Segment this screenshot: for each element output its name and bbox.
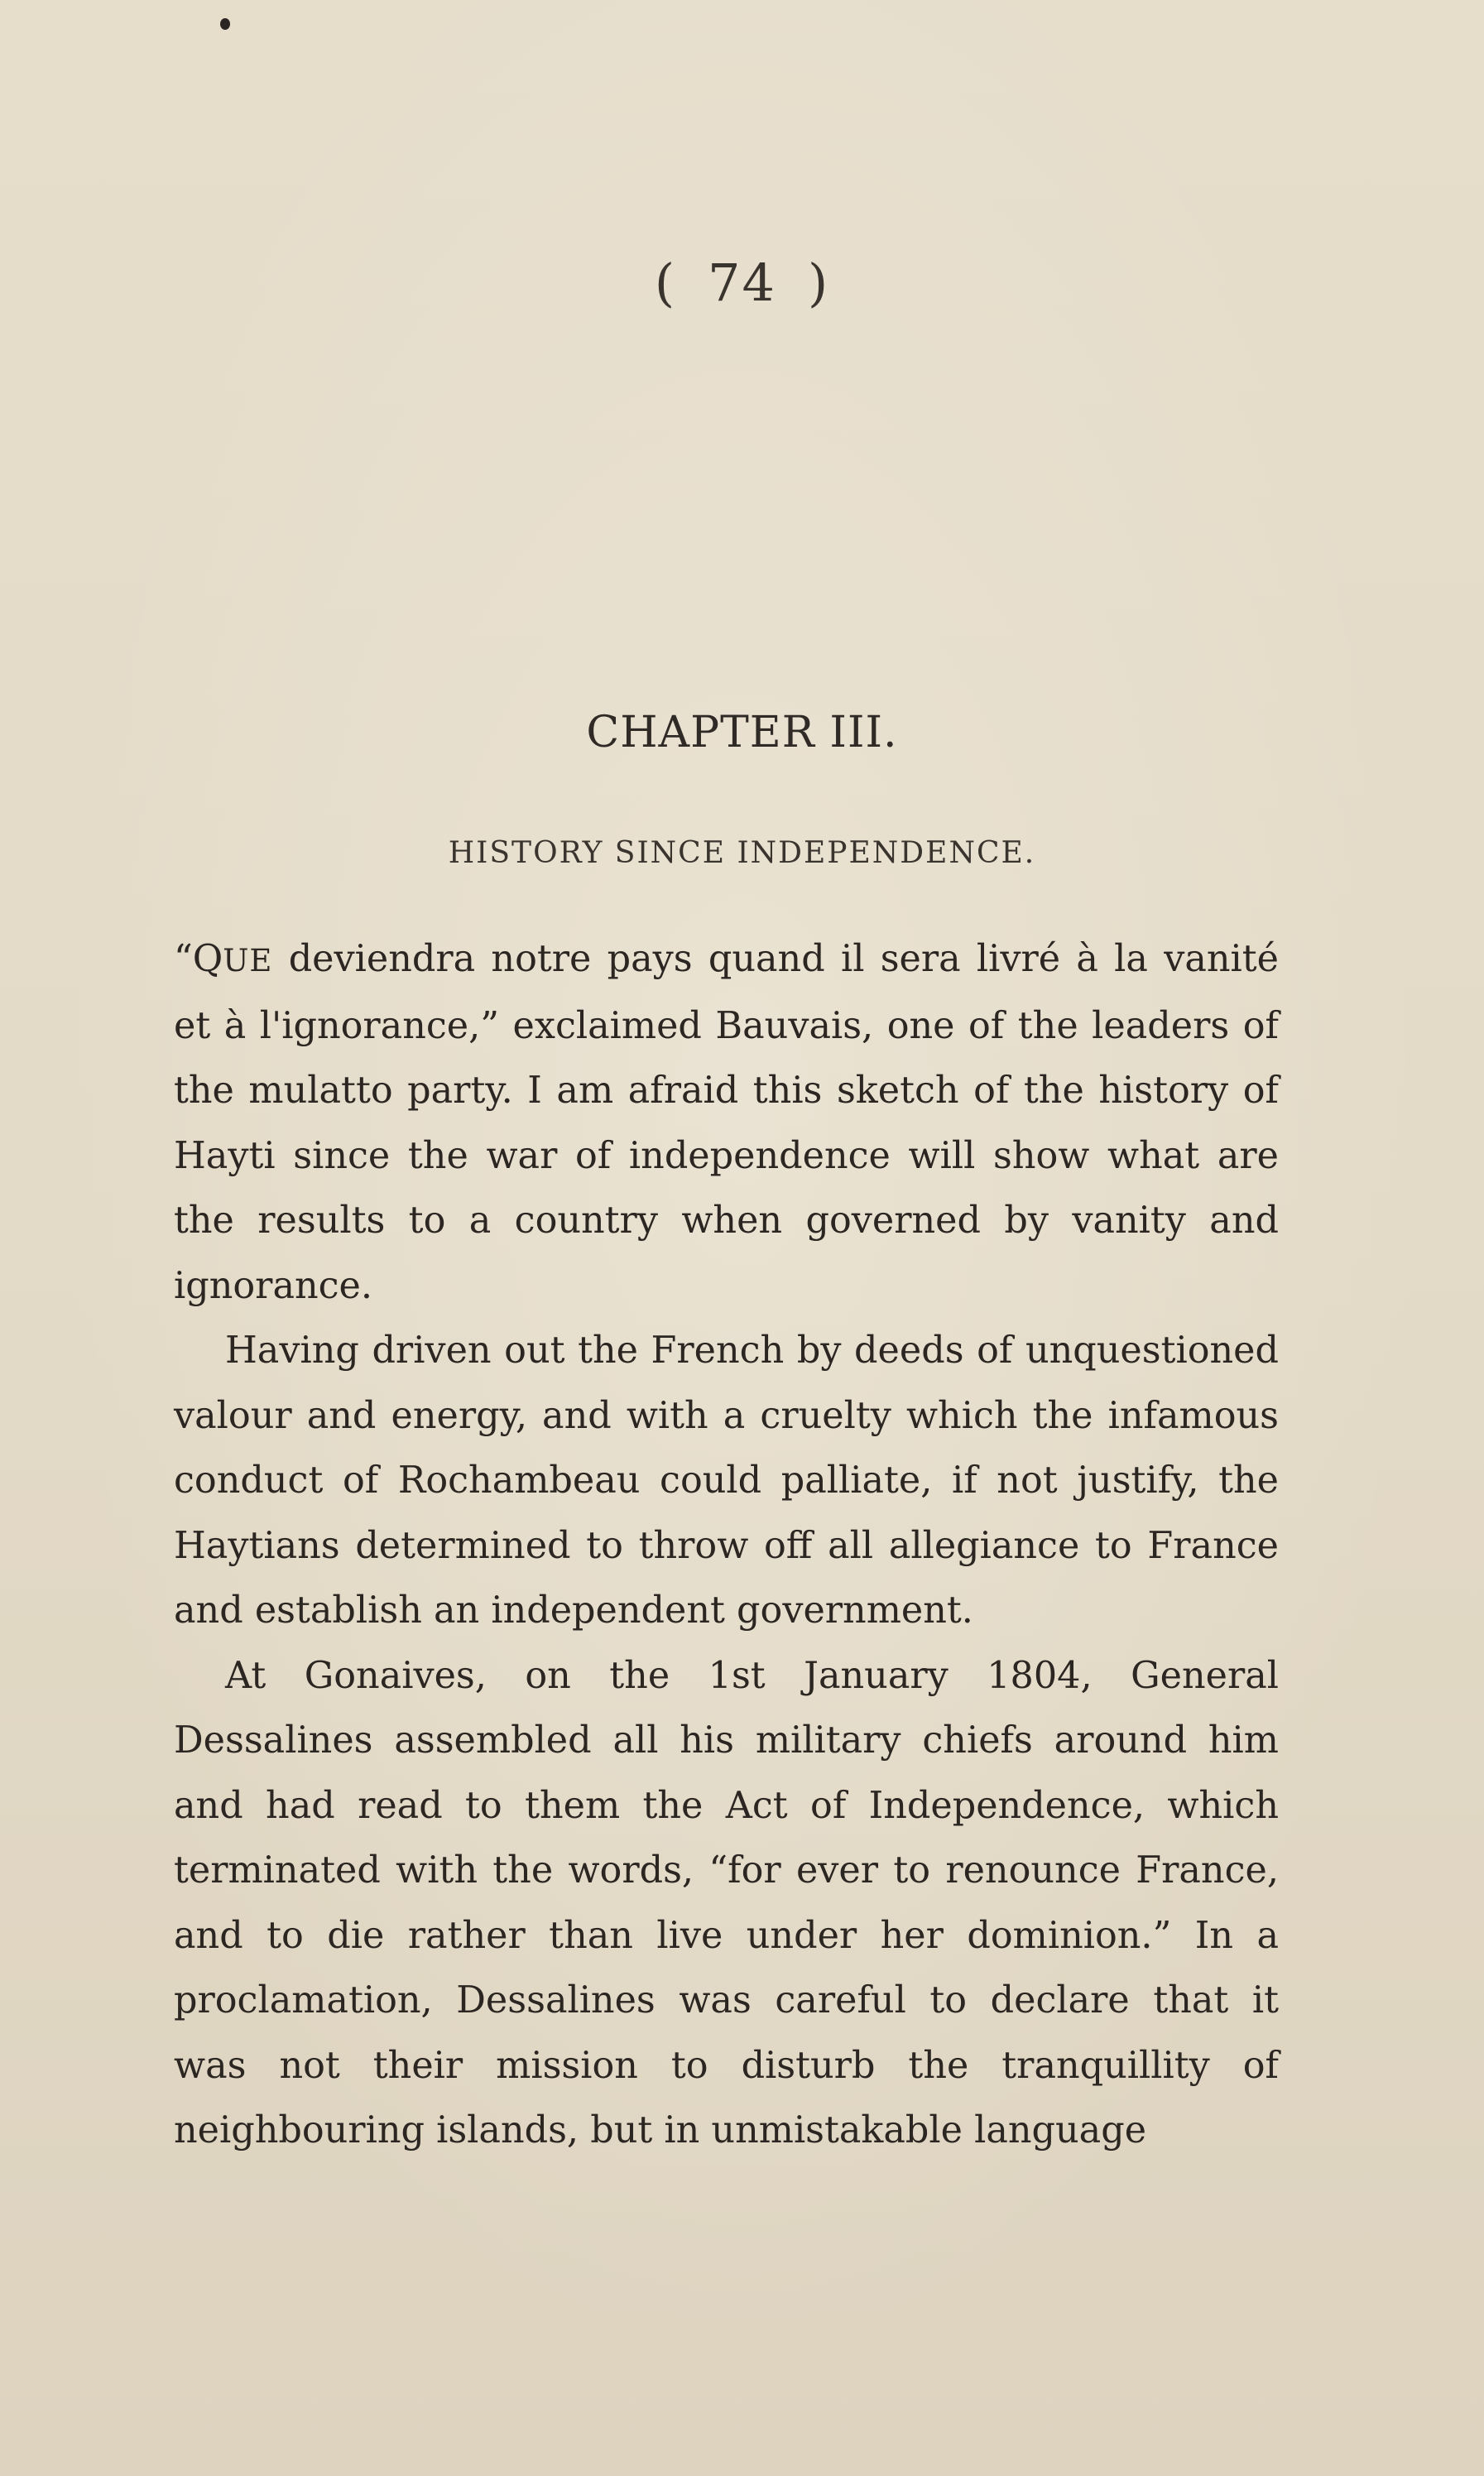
close-paren: ) — [807, 252, 830, 313]
chapter-subtitle: HISTORY SINCE INDEPENDENCE. — [448, 836, 1036, 870]
chapter-title: CHAPTER III. — [586, 708, 898, 757]
paragraph: Having driven out the French by deeds of unquestioned valour and energy, and with a cruelty which the infamous conduct of Rochambeau could palliate, if not justify, the Haytians determined to throw off all allegiance to France and establish an independent government. — [174, 1329, 1279, 1632]
ink-speck — [220, 18, 230, 30]
page-number-value: 74 — [708, 252, 776, 313]
page-number — [0, 252, 1484, 313]
paragraph — [174, 927, 1279, 1319]
opening-quote: “ — [174, 938, 193, 980]
open-paren: ( — [654, 252, 677, 313]
lead-smallcaps: UE — [223, 943, 273, 978]
body-text — [174, 927, 1279, 2164]
paragraph-text: deviendra notre pays quand il sera livré à la vanité et à l'ignorance,” exclaimed Bauvais, one of the leaders of the mulatto party. I am afraid this sketch of the history of Hayti since the war of independence will show what are the results to a country when governed by vanity and ignorance. — [174, 938, 1279, 1307]
lead-letter: Q — [192, 938, 223, 980]
paragraph: At Gonaives, on the 1st January 1804, General Dessalines assembled all his military chiefs around him and had read to them the Act of Independence, which terminated with the words, “for ever to renounce France, and to die rather than live under her dominion.” In a proclamation, Dessalines was careful to declare that it was not their mission to disturb the tranquillity of neighbouring islands, but in unmistakable language — [174, 1654, 1279, 2151]
